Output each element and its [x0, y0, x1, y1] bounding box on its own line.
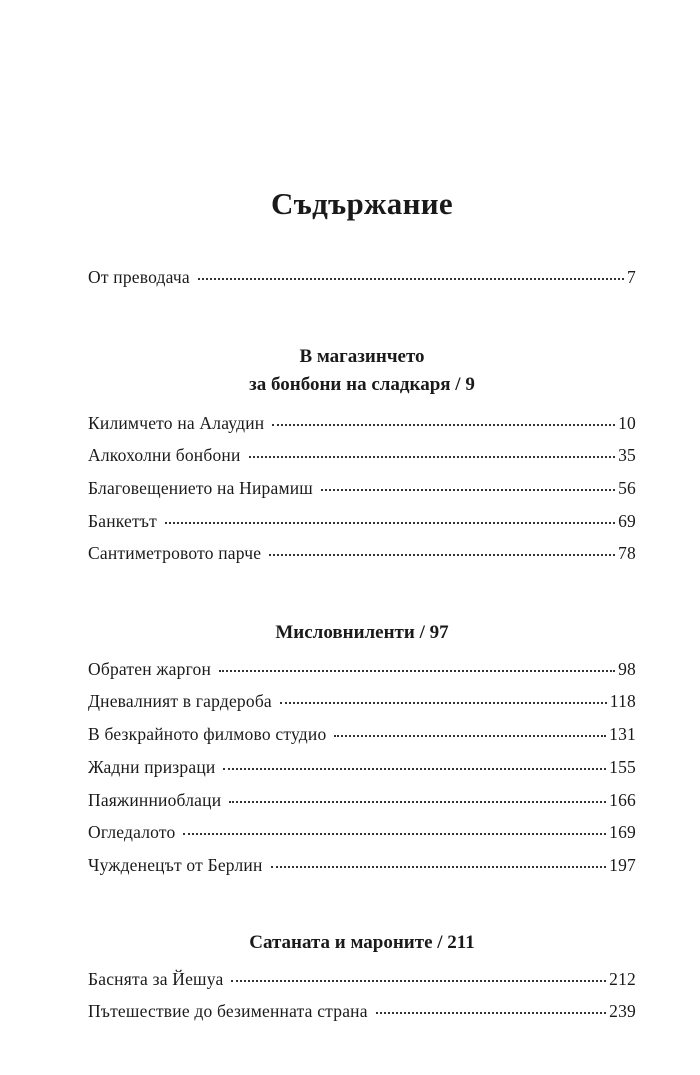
- toc-entry-page: 10: [618, 413, 636, 433]
- dot-leader: [334, 735, 606, 737]
- toc-entry-page: 239: [609, 1001, 636, 1021]
- toc-entry-page: 78: [618, 543, 636, 563]
- dot-leader: [321, 489, 615, 491]
- toc-entry-label: Сантиметровото парче: [88, 543, 262, 563]
- dot-leader: [271, 866, 607, 868]
- dot-leader: [219, 670, 615, 672]
- section-title-line: за бонбони на сладкаря / 9: [249, 374, 475, 395]
- toc-entry-label: Благовещението на Нирамиш: [88, 478, 313, 498]
- dot-leader: [249, 456, 616, 458]
- section-title-line: В магазинчето: [299, 346, 425, 367]
- toc-entry[interactable]: [88, 477, 636, 499]
- toc-entry-page: 118: [609, 691, 636, 711]
- toc-entry-page: 35: [618, 445, 636, 465]
- dot-leader: [231, 980, 606, 982]
- toc-entry-label: Алкохолни бонбони: [88, 445, 241, 465]
- toc-entry[interactable]: [88, 658, 636, 680]
- toc-entry[interactable]: [88, 690, 636, 712]
- dot-leader: [272, 424, 615, 426]
- toc-entry[interactable]: [88, 789, 636, 811]
- toc-entry-intro[interactable]: [88, 266, 636, 288]
- dot-leader: [165, 522, 615, 524]
- dot-leader: [269, 554, 615, 556]
- toc-entry-page: 212: [609, 969, 636, 989]
- section-title: [88, 343, 636, 399]
- toc-entry[interactable]: [88, 723, 636, 745]
- toc-entry-label: В безкрайното филмово студио: [88, 724, 327, 744]
- toc-entry-page: 197: [609, 855, 636, 875]
- toc-entry-label: Огледалото: [88, 822, 176, 842]
- toc-entry-page: 131: [609, 724, 636, 744]
- toc-entry[interactable]: [88, 412, 636, 434]
- dot-leader: [183, 833, 606, 835]
- dot-leader: [376, 1012, 606, 1014]
- toc-entry-label: Баснята за Йешуа: [88, 969, 224, 989]
- toc-entry-page: 169: [609, 822, 636, 842]
- toc-entry-page: 98: [618, 659, 636, 679]
- toc-entry[interactable]: [88, 756, 636, 778]
- dot-leader: [198, 278, 624, 280]
- toc-entry-label: Килимчето на Алаудин: [88, 413, 265, 433]
- toc-entry[interactable]: [88, 821, 636, 843]
- section-title-line: Сатаната и мароните / 211: [249, 932, 475, 953]
- toc-entry-page: 56: [618, 478, 636, 498]
- page-title: Съдържание: [271, 186, 453, 221]
- section-title-line: Мисловниленти / 97: [275, 622, 449, 643]
- dot-leader: [280, 702, 607, 704]
- toc-entry-label: От преводача: [88, 267, 190, 287]
- toc-entry-page: 155: [609, 757, 636, 777]
- toc-entry-label: Паяжинниоблаци: [88, 790, 222, 810]
- toc-entry[interactable]: [88, 968, 636, 990]
- dot-leader: [223, 768, 606, 770]
- toc-entry-page: 7: [627, 267, 636, 287]
- toc-entry-label: Чужденецът от Берлин: [88, 855, 263, 875]
- toc-entry[interactable]: [88, 444, 636, 466]
- toc-entry-page: 166: [609, 790, 636, 810]
- toc-entry[interactable]: [88, 510, 636, 532]
- toc-entry[interactable]: [88, 1000, 636, 1022]
- section-title: [88, 619, 636, 647]
- toc-entry-label: Дневалният в гардероба: [88, 691, 272, 711]
- toc-entry-label: Пътешествие до безименната страна: [88, 1001, 368, 1021]
- section-title: [88, 929, 636, 957]
- toc-entry[interactable]: [88, 854, 636, 876]
- toc-entry[interactable]: [88, 542, 636, 564]
- dot-leader: [229, 801, 606, 803]
- toc-entry-label: Обратен жаргон: [88, 659, 212, 679]
- toc-entry-label: Банкетът: [88, 511, 157, 531]
- toc-entry-label: Жадни призраци: [88, 757, 216, 777]
- toc-entry-page: 69: [618, 511, 636, 531]
